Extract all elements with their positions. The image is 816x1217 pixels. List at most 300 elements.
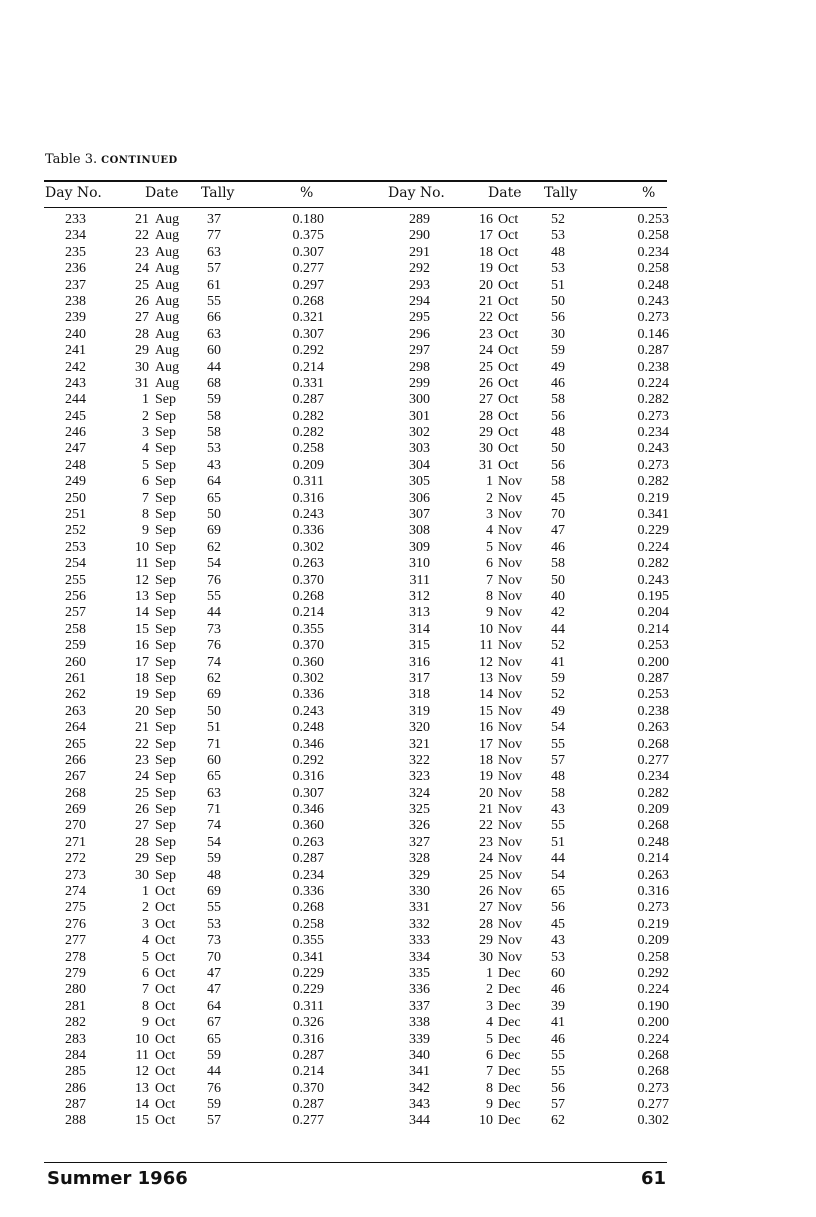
cell-percent: 0.282 <box>292 425 324 441</box>
cell-date-month-2: Nov <box>498 654 523 670</box>
cell-date-month: Oct <box>155 1113 176 1129</box>
cell-date-day: 29 <box>135 851 149 867</box>
cell-percent-2: 0.268 <box>637 818 669 834</box>
table-row <box>0 999 816 1015</box>
cell-date-day-2: 1 <box>486 965 493 981</box>
cell-date-month-2: Nov <box>498 949 523 965</box>
cell-day-no: 272 <box>65 851 86 867</box>
table-top-rule <box>44 180 667 182</box>
cell-date-day-2: 23 <box>479 326 493 342</box>
cell-date-month-2: Nov <box>498 638 523 654</box>
cell-date-day: 24 <box>135 769 149 785</box>
cell-percent-2: 0.268 <box>637 1064 669 1080</box>
cell-day-no-2: 300 <box>409 392 430 408</box>
cell-date-month-2: Nov <box>498 933 523 949</box>
cell-date-month: Sep <box>155 392 176 408</box>
table-row <box>0 1032 816 1048</box>
cell-date-month: Oct <box>155 1031 176 1047</box>
table-row <box>0 753 816 769</box>
cell-date-month: Sep <box>155 818 176 834</box>
cell-day-no: 271 <box>65 834 86 850</box>
cell-date-day-2: 20 <box>479 785 493 801</box>
cell-date-month: Oct <box>155 1064 176 1080</box>
cell-date-month-2: Nov <box>498 670 523 686</box>
cell-date-day: 27 <box>135 310 149 326</box>
cell-percent-2: 0.214 <box>637 621 669 637</box>
cell-percent: 0.287 <box>292 392 324 408</box>
cell-tally-2: 45 <box>551 916 565 932</box>
cell-percent-2: 0.209 <box>637 933 669 949</box>
cell-date-day: 9 <box>142 523 149 539</box>
cell-date-day: 12 <box>135 572 149 588</box>
cell-tally: 51 <box>207 720 221 736</box>
cell-date-day: 12 <box>135 1064 149 1080</box>
cell-date-month: Sep <box>155 703 176 719</box>
cell-day-no: 261 <box>65 670 86 686</box>
cell-date-month-2: Oct <box>498 277 519 293</box>
cell-date-month-2: Nov <box>498 900 523 916</box>
cell-tally: 53 <box>207 441 221 457</box>
cell-date-day-2: 4 <box>486 1015 493 1031</box>
cell-date-month-2: Nov <box>498 605 523 621</box>
cell-date-month: Oct <box>155 1047 176 1063</box>
cell-date-month-2: Nov <box>498 703 523 719</box>
cell-day-no-2: 295 <box>409 310 430 326</box>
cell-day-no-2: 324 <box>409 785 430 801</box>
cell-percent: 0.243 <box>292 703 324 719</box>
cell-percent: 0.268 <box>292 588 324 604</box>
cell-date-month-2: Nov <box>498 523 523 539</box>
cell-day-no-2: 292 <box>409 261 430 277</box>
footer-rule <box>44 1162 667 1163</box>
cell-percent: 0.214 <box>292 359 324 375</box>
cell-date-month-2: Nov <box>498 834 523 850</box>
cell-date-month: Oct <box>155 1080 176 1096</box>
cell-percent: 0.360 <box>292 654 324 670</box>
cell-date-day-2: 5 <box>486 1031 493 1047</box>
cell-date-day: 19 <box>135 687 149 703</box>
table-row <box>0 671 816 687</box>
cell-day-no-2: 293 <box>409 277 430 293</box>
cell-day-no-2: 297 <box>409 343 430 359</box>
cell-percent: 0.316 <box>292 490 324 506</box>
cell-date-day: 26 <box>135 802 149 818</box>
cell-tally: 64 <box>207 474 221 490</box>
cell-percent-2: 0.209 <box>637 802 669 818</box>
table-row <box>0 228 816 244</box>
cell-day-no: 235 <box>65 244 86 260</box>
cell-date-month: Sep <box>155 834 176 850</box>
cell-day-no: 262 <box>65 687 86 703</box>
cell-date-day: 29 <box>135 343 149 359</box>
cell-tally: 55 <box>207 588 221 604</box>
cell-day-no-2: 318 <box>409 687 430 703</box>
cell-percent: 0.214 <box>292 605 324 621</box>
cell-day-no: 269 <box>65 802 86 818</box>
cell-day-no: 249 <box>65 474 86 490</box>
cell-date-month: Aug <box>155 212 180 227</box>
cell-percent-2: 0.214 <box>637 851 669 867</box>
table-row <box>0 491 816 507</box>
cell-date-month: Sep <box>155 752 176 768</box>
cell-date-month: Aug <box>155 310 180 326</box>
table-row <box>0 1048 816 1064</box>
cell-percent-2: 0.268 <box>637 736 669 752</box>
cell-date-day-2: 22 <box>479 818 493 834</box>
header-percent: % <box>300 185 314 201</box>
cell-date-month-2: Oct <box>498 408 519 424</box>
cell-date-day: 5 <box>142 949 149 965</box>
cell-day-no-2: 303 <box>409 441 430 457</box>
cell-date-month: Aug <box>155 261 180 277</box>
cell-tally-2: 48 <box>551 769 565 785</box>
cell-date-day-2: 31 <box>479 457 493 473</box>
cell-date-day: 14 <box>135 605 149 621</box>
cell-day-no: 287 <box>65 1097 86 1113</box>
cell-tally: 55 <box>207 900 221 916</box>
cell-tally: 54 <box>207 556 221 572</box>
cell-day-no: 244 <box>65 392 86 408</box>
cell-percent-2: 0.273 <box>637 408 669 424</box>
cell-tally: 47 <box>207 965 221 981</box>
header-date: Date <box>145 185 179 201</box>
cell-percent: 0.341 <box>292 949 324 965</box>
cell-tally: 59 <box>207 851 221 867</box>
cell-day-no-2: 333 <box>409 933 430 949</box>
cell-date-month-2: Dec <box>498 1064 521 1080</box>
cell-tally-2: 56 <box>551 408 565 424</box>
cell-date-month-2: Nov <box>498 539 523 555</box>
cell-day-no-2: 337 <box>409 998 430 1014</box>
table-row <box>0 507 816 523</box>
cell-date-day: 4 <box>142 933 149 949</box>
cell-percent: 0.292 <box>292 343 324 359</box>
cell-percent-2: 0.282 <box>637 556 669 572</box>
cell-tally-2: 53 <box>551 261 565 277</box>
cell-tally: 70 <box>207 949 221 965</box>
cell-tally-2: 56 <box>551 900 565 916</box>
cell-date-month-2: Oct <box>498 244 519 260</box>
cell-date-day: 30 <box>135 359 149 375</box>
cell-day-no: 239 <box>65 310 86 326</box>
table-row <box>0 294 816 310</box>
cell-tally: 53 <box>207 916 221 932</box>
cell-day-no-2: 310 <box>409 556 430 572</box>
cell-day-no: 268 <box>65 785 86 801</box>
cell-percent-2: 0.243 <box>637 572 669 588</box>
cell-date-day: 3 <box>142 425 149 441</box>
cell-date-day: 11 <box>135 556 149 572</box>
table-row <box>0 261 816 277</box>
cell-tally-2: 53 <box>551 949 565 965</box>
cell-day-no-2: 340 <box>409 1047 430 1063</box>
cell-day-no-2: 316 <box>409 654 430 670</box>
cell-percent: 0.346 <box>292 802 324 818</box>
cell-tally: 58 <box>207 425 221 441</box>
cell-percent-2: 0.263 <box>637 720 669 736</box>
cell-day-no-2: 319 <box>409 703 430 719</box>
table-row <box>0 622 816 638</box>
cell-date-month-2: Nov <box>498 556 523 572</box>
cell-tally: 63 <box>207 326 221 342</box>
table-row <box>0 900 816 916</box>
cell-percent-2: 0.263 <box>637 867 669 883</box>
cell-date-month: Sep <box>155 457 176 473</box>
table-row <box>0 245 816 261</box>
cell-percent-2: 0.268 <box>637 1047 669 1063</box>
cell-day-no: 258 <box>65 621 86 637</box>
cell-date-day-2: 9 <box>486 1097 493 1113</box>
cell-day-no: 267 <box>65 769 86 785</box>
cell-percent-2: 0.146 <box>637 326 669 342</box>
cell-day-no-2: 338 <box>409 1015 430 1031</box>
cell-date-day: 31 <box>135 375 149 391</box>
cell-date-day-2: 13 <box>479 670 493 686</box>
header-percent-2: % <box>642 185 656 201</box>
cell-day-no-2: 313 <box>409 605 430 621</box>
cell-percent: 0.331 <box>292 375 324 391</box>
cell-day-no-2: 342 <box>409 1080 430 1096</box>
cell-date-day: 10 <box>135 539 149 555</box>
cell-day-no-2: 315 <box>409 638 430 654</box>
table-row <box>0 835 816 851</box>
cell-percent-2: 0.234 <box>637 769 669 785</box>
table-row <box>0 1015 816 1031</box>
cell-tally: 63 <box>207 785 221 801</box>
table-row <box>0 360 816 376</box>
cell-tally-2: 46 <box>551 982 565 998</box>
cell-date-day: 8 <box>142 507 149 523</box>
cell-tally: 76 <box>207 572 221 588</box>
cell-percent-2: 0.282 <box>637 392 669 408</box>
table-row <box>0 605 816 621</box>
cell-day-no: 233 <box>65 212 86 227</box>
header-tally-2: Tally <box>544 185 578 201</box>
cell-date-day-2: 2 <box>486 982 493 998</box>
cell-date-month: Sep <box>155 490 176 506</box>
cell-date-month: Oct <box>155 916 176 932</box>
cell-date-day-2: 5 <box>486 539 493 555</box>
cell-percent: 0.302 <box>292 539 324 555</box>
cell-tally-2: 42 <box>551 605 565 621</box>
cell-date-day-2: 14 <box>479 687 493 703</box>
cell-date-day-2: 30 <box>479 441 493 457</box>
cell-tally: 57 <box>207 261 221 277</box>
cell-percent-2: 0.238 <box>637 359 669 375</box>
cell-tally-2: 50 <box>551 572 565 588</box>
cell-percent-2: 0.190 <box>637 998 669 1014</box>
cell-date-day: 23 <box>135 244 149 260</box>
cell-date-month-2: Nov <box>498 687 523 703</box>
cell-date-month-2: Oct <box>498 212 519 227</box>
cell-tally-2: 53 <box>551 228 565 244</box>
cell-date-day-2: 8 <box>486 588 493 604</box>
cell-percent: 0.307 <box>292 244 324 260</box>
cell-date-day-2: 4 <box>486 523 493 539</box>
cell-day-no: 277 <box>65 933 86 949</box>
cell-percent-2: 0.204 <box>637 605 669 621</box>
cell-date-month-2: Dec <box>498 998 521 1014</box>
cell-day-no-2: 296 <box>409 326 430 342</box>
cell-percent-2: 0.287 <box>637 670 669 686</box>
cell-date-day: 18 <box>135 670 149 686</box>
table-row <box>0 523 816 539</box>
table-row <box>0 573 816 589</box>
cell-percent: 0.180 <box>292 212 324 227</box>
cell-date-day-2: 29 <box>479 425 493 441</box>
cell-tally: 62 <box>207 670 221 686</box>
cell-date-day: 7 <box>142 982 149 998</box>
cell-percent-2: 0.200 <box>637 654 669 670</box>
cell-date-day-2: 18 <box>479 752 493 768</box>
cell-day-no: 237 <box>65 277 86 293</box>
cell-tally: 62 <box>207 539 221 555</box>
cell-day-no-2: 289 <box>409 212 430 227</box>
cell-percent: 0.370 <box>292 1080 324 1096</box>
cell-day-no-2: 321 <box>409 736 430 752</box>
cell-percent-2: 0.224 <box>637 375 669 391</box>
cell-day-no-2: 322 <box>409 752 430 768</box>
cell-date-day-2: 24 <box>479 343 493 359</box>
cell-percent-2: 0.224 <box>637 539 669 555</box>
cell-tally-2: 58 <box>551 474 565 490</box>
cell-date-month-2: Nov <box>498 490 523 506</box>
cell-date-month: Aug <box>155 326 180 342</box>
cell-date-day: 1 <box>142 392 149 408</box>
cell-day-no-2: 294 <box>409 293 430 309</box>
cell-date-day-2: 3 <box>486 998 493 1014</box>
cell-tally-2: 44 <box>551 851 565 867</box>
cell-date-day-2: 7 <box>486 572 493 588</box>
cell-percent-2: 0.234 <box>637 425 669 441</box>
cell-percent-2: 0.273 <box>637 900 669 916</box>
table-row <box>0 950 816 966</box>
cell-day-no: 242 <box>65 359 86 375</box>
cell-date-day: 25 <box>135 785 149 801</box>
cell-tally-2: 51 <box>551 834 565 850</box>
cell-percent-2: 0.341 <box>637 507 669 523</box>
cell-day-no-2: 312 <box>409 588 430 604</box>
cell-percent-2: 0.234 <box>637 244 669 260</box>
cell-percent: 0.277 <box>292 1113 324 1129</box>
cell-percent-2: 0.273 <box>637 1080 669 1096</box>
cell-day-no-2: 308 <box>409 523 430 539</box>
table-row <box>0 589 816 605</box>
cell-date-month: Sep <box>155 588 176 604</box>
cell-tally: 74 <box>207 818 221 834</box>
cell-date-month-2: Dec <box>498 1113 521 1129</box>
cell-date-month: Oct <box>155 1097 176 1113</box>
cell-day-no-2: 291 <box>409 244 430 260</box>
cell-date-month: Oct <box>155 1015 176 1031</box>
cell-tally: 54 <box>207 834 221 850</box>
cell-day-no-2: 326 <box>409 818 430 834</box>
cell-date-day: 21 <box>135 212 149 227</box>
cell-tally: 60 <box>207 343 221 359</box>
cell-date-day: 5 <box>142 457 149 473</box>
cell-percent: 0.355 <box>292 621 324 637</box>
cell-tally-2: 47 <box>551 523 565 539</box>
cell-date-month: Sep <box>155 572 176 588</box>
cell-percent: 0.297 <box>292 277 324 293</box>
table-row <box>0 737 816 753</box>
cell-date-month: Sep <box>155 638 176 654</box>
cell-date-day: 26 <box>135 293 149 309</box>
cell-day-no: 264 <box>65 720 86 736</box>
cell-tally-2: 70 <box>551 507 565 523</box>
cell-date-month-2: Nov <box>498 818 523 834</box>
cell-percent-2: 0.219 <box>637 916 669 932</box>
cell-tally-2: 57 <box>551 1097 565 1113</box>
cell-tally-2: 49 <box>551 703 565 719</box>
table-row <box>0 769 816 785</box>
cell-day-no: 240 <box>65 326 86 342</box>
cell-date-day-2: 28 <box>479 408 493 424</box>
table-row <box>0 278 816 294</box>
cell-date-day-2: 6 <box>486 1047 493 1063</box>
cell-date-month: Sep <box>155 507 176 523</box>
cell-percent: 0.316 <box>292 769 324 785</box>
cell-percent-2: 0.258 <box>637 228 669 244</box>
cell-percent-2: 0.292 <box>637 965 669 981</box>
cell-day-no-2: 344 <box>409 1113 430 1129</box>
cell-tally: 61 <box>207 277 221 293</box>
cell-date-month-2: Nov <box>498 802 523 818</box>
cell-date-month-2: Oct <box>498 326 519 342</box>
cell-tally: 60 <box>207 752 221 768</box>
cell-percent: 0.311 <box>293 998 324 1014</box>
cell-date-month-2: Oct <box>498 375 519 391</box>
table-row <box>0 327 816 343</box>
cell-date-day: 2 <box>142 900 149 916</box>
cell-tally-2: 50 <box>551 441 565 457</box>
cell-date-day: 8 <box>142 998 149 1014</box>
cell-day-no: 270 <box>65 818 86 834</box>
cell-tally-2: 48 <box>551 244 565 260</box>
cell-date-month-2: Dec <box>498 1015 521 1031</box>
cell-day-no: 255 <box>65 572 86 588</box>
cell-tally-2: 58 <box>551 785 565 801</box>
cell-date-month-2: Nov <box>498 785 523 801</box>
cell-date-month-2: Nov <box>498 916 523 932</box>
cell-date-month-2: Nov <box>498 507 523 523</box>
cell-day-no-2: 331 <box>409 900 430 916</box>
cell-day-no: 247 <box>65 441 86 457</box>
cell-date-month-2: Nov <box>498 851 523 867</box>
cell-day-no: 248 <box>65 457 86 473</box>
cell-percent: 0.316 <box>292 1031 324 1047</box>
cell-date-day: 24 <box>135 261 149 277</box>
cell-tally-2: 55 <box>551 1047 565 1063</box>
cell-tally-2: 48 <box>551 425 565 441</box>
cell-date-day-2: 1 <box>486 474 493 490</box>
table-row <box>0 474 816 490</box>
cell-date-day-2: 20 <box>479 277 493 293</box>
table-row <box>0 720 816 736</box>
cell-percent-2: 0.248 <box>637 277 669 293</box>
cell-tally: 74 <box>207 654 221 670</box>
cell-date-day: 7 <box>142 490 149 506</box>
cell-date-month-2: Nov <box>498 867 523 883</box>
table-row <box>0 343 816 359</box>
cell-day-no-2: 323 <box>409 769 430 785</box>
cell-percent-2: 0.258 <box>637 949 669 965</box>
cell-percent: 0.282 <box>292 408 324 424</box>
cell-percent-2: 0.316 <box>637 884 669 900</box>
cell-tally: 50 <box>207 703 221 719</box>
cell-day-no: 246 <box>65 425 86 441</box>
cell-date-day: 15 <box>135 621 149 637</box>
